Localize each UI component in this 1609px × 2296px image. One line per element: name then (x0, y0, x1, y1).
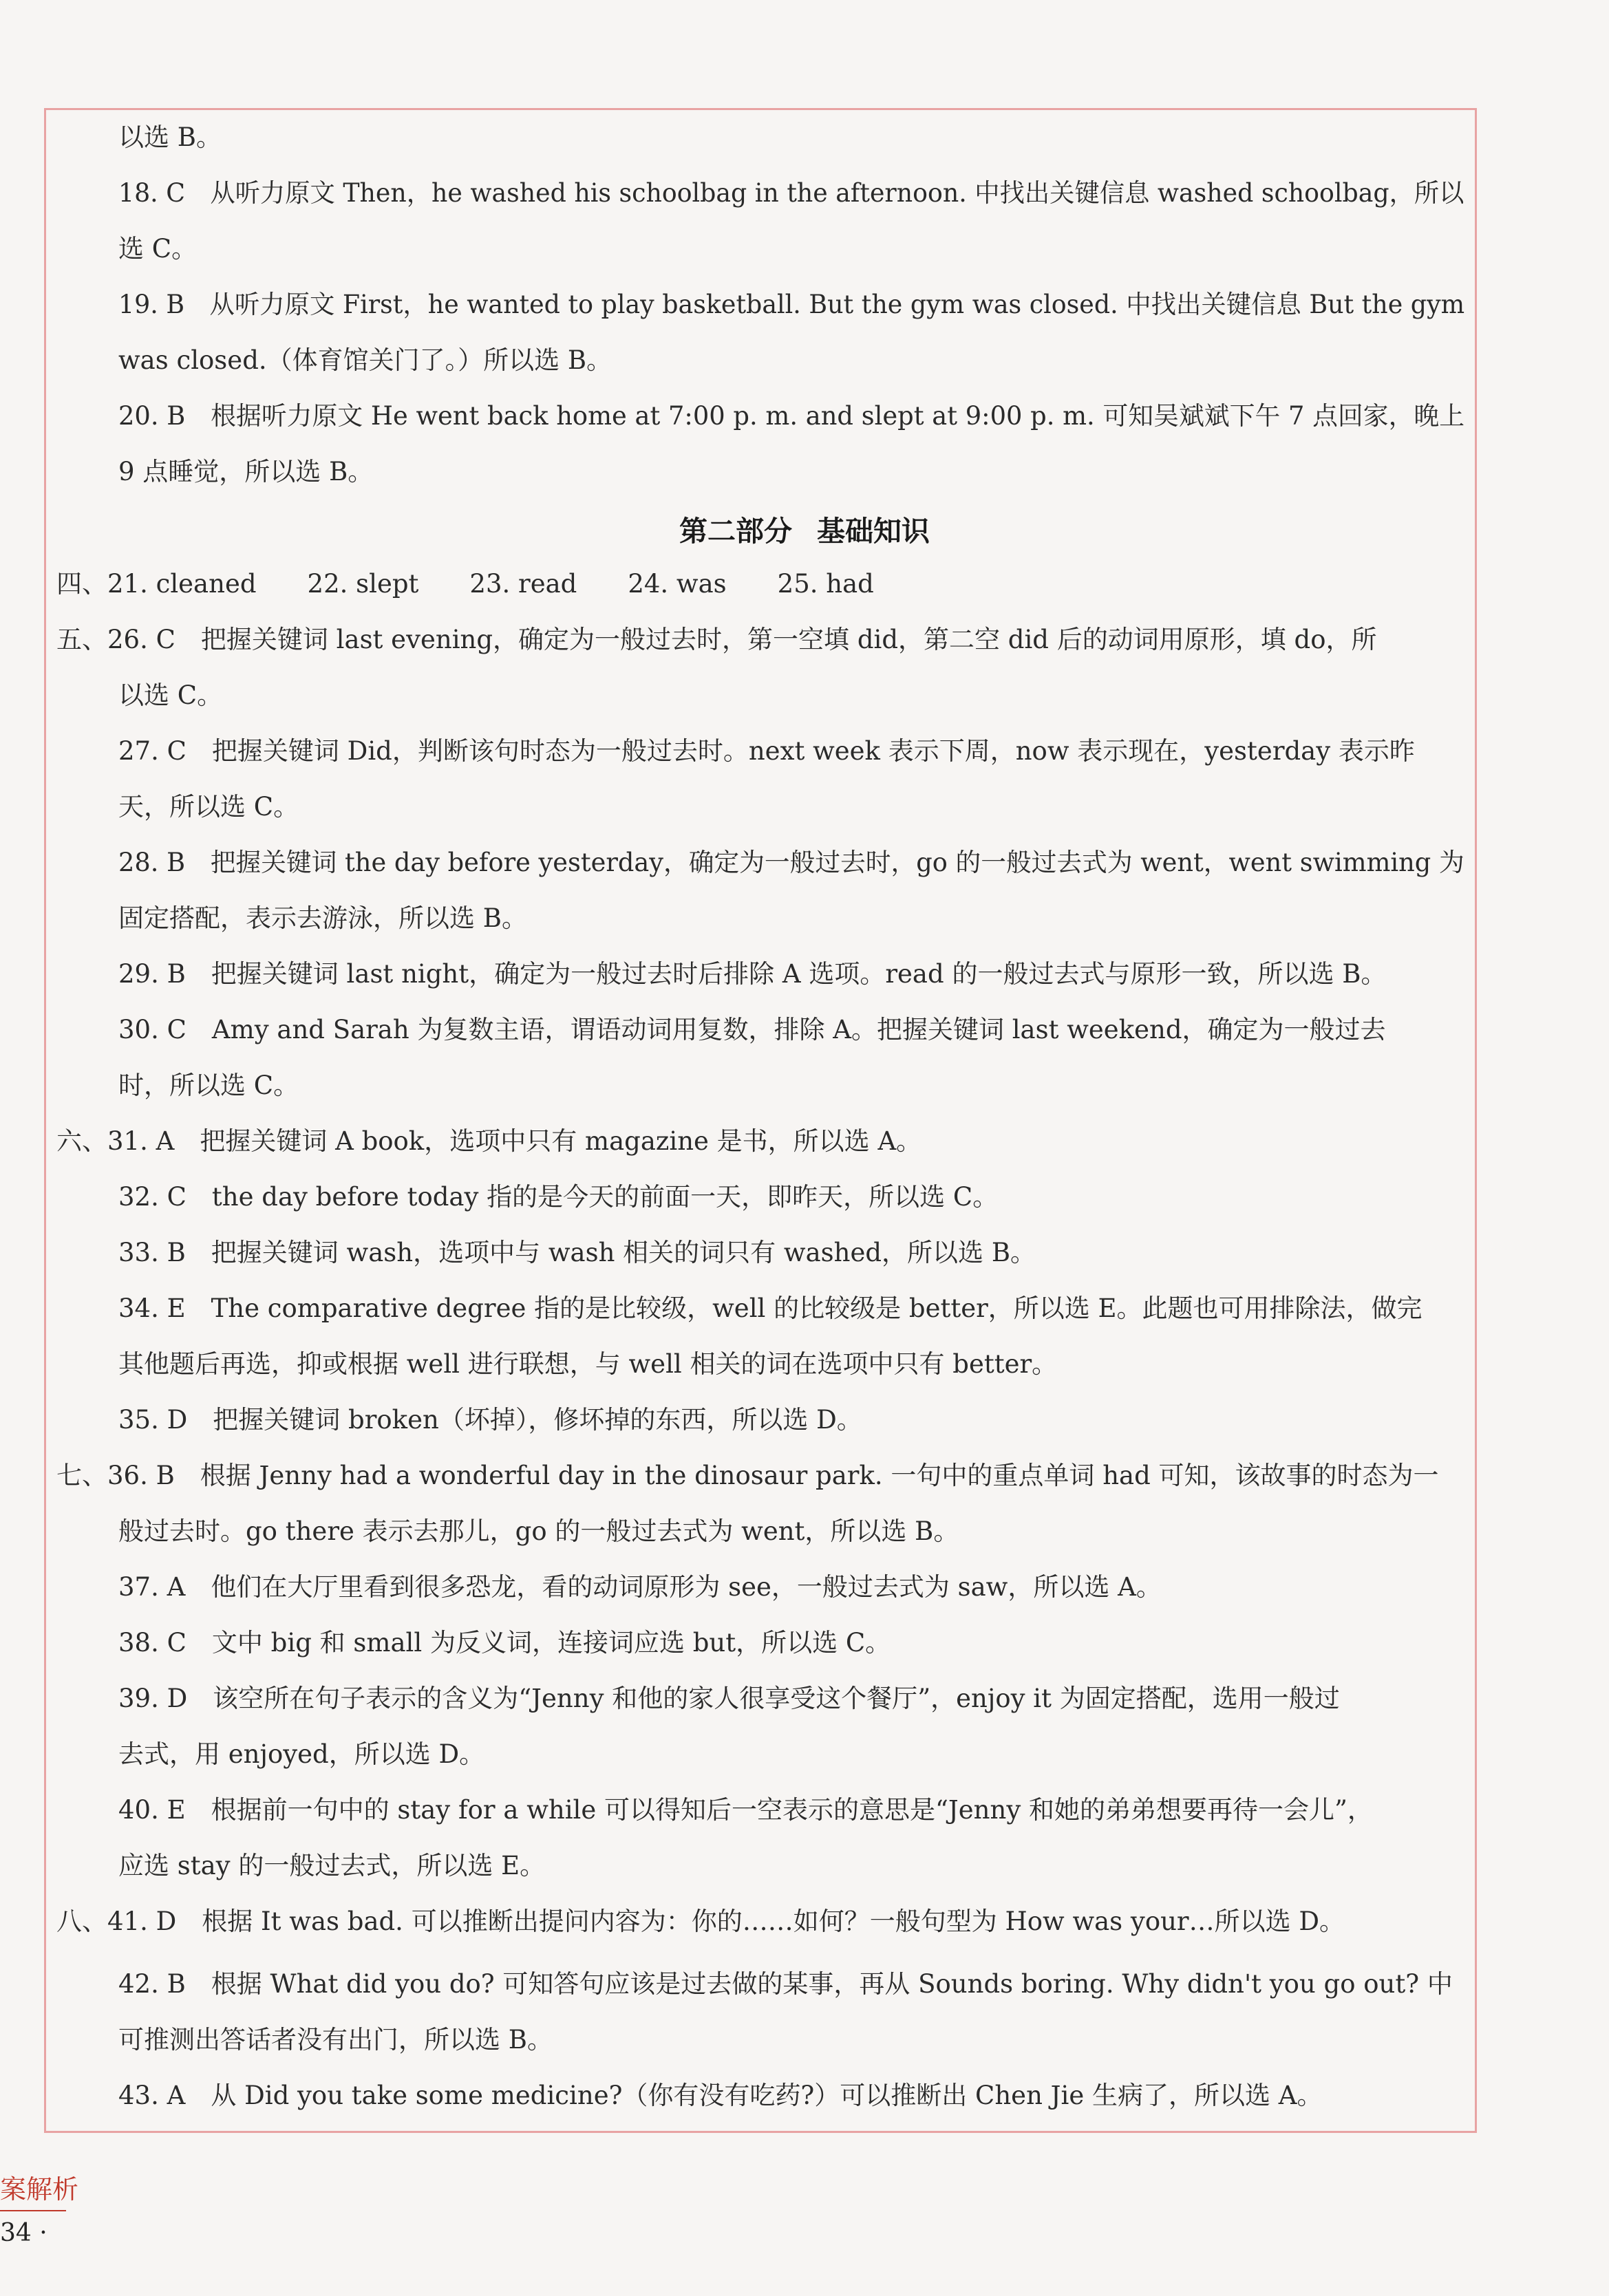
text-line: 33. B 把握关键词 wash，选项中与 wash 相关的词只有 washed，所以选 B。 (118, 1238, 1036, 1267)
footer-section-title: 案解析 (0, 2174, 79, 2204)
text-line: 五、26. C 把握关键词 last evening，确定为一般过去时，第一空填 did，第二空 did 后的动词用原形，填 do，所 (56, 625, 1377, 654)
section-title: 基础知识 (817, 515, 930, 548)
footer-divider (0, 2210, 66, 2211)
text-line: was closed.（体育馆关门了。）所以选 B。 (118, 345, 612, 375)
text-line: 43. A 从 Did you take some medicine?（你有没有吃药?）可以推断出 Chen Jie 生病了，所以选 A。 (118, 2081, 1323, 2110)
text-line: 40. E 根据前一句中的 stay for a while 可以得知后一空表示的意思是“Jenny 和她的弟弟想要再待一会儿”， (118, 1795, 1373, 1825)
text-line: 四、21. cleaned 22. slept 23. read 24. was 25. had (56, 569, 874, 599)
text-line: 八、41. D 根据 It was bad. 可以推断出提问内容为：你的……如何？一般句型为 How was your…所以选 D。 (56, 1907, 1345, 1936)
text-line: 42. B 根据 What did you do? 可知答句应该是过去做的某事，再从 Sounds boring. Why didn't you go out? 中 (118, 1969, 1453, 1999)
text-line: 39. D 该空所在句子表示的含义为“Jenny 和他的家人很享受这个餐厅”，enjoy it 为固定搭配，选用一般过 (118, 1684, 1340, 1713)
text-line: 34. E The comparative degree 指的是比较级，well 的比较级是 better，所以选 E。此题也可用排除法，做完 (118, 1294, 1422, 1323)
text-line: 35. D 把握关键词 broken（坏掉），修坏掉的东西，所以选 D。 (118, 1405, 862, 1435)
section-heading (0, 513, 1609, 550)
text-line: 18. C 从听力原文 Then，he washed his schoolbag in the afternoon. 中找出关键信息 washed schoolbag，所以 (118, 178, 1464, 208)
page-number: 34 · (0, 2219, 47, 2247)
text-line: 以选 B。 (118, 122, 222, 152)
text-line: 应选 stay 的一般过去式，所以选 E。 (118, 1851, 546, 1880)
text-line: 29. B 把握关键词 last night，确定为一般过去时后排除 A 选项。read 的一般过去式与原形一致，所以选 B。 (118, 959, 1387, 989)
text-line: 其他题后再选，抑或根据 well 进行联想，与 well 相关的词在选项中只有 better。 (118, 1349, 1058, 1379)
text-line: 选 C。 (118, 234, 198, 264)
text-line: 38. C 文中 big 和 small 为反义词，连接词应选 but，所以选 C。 (118, 1628, 891, 1657)
section-part: 第二部分 (679, 515, 792, 548)
text-line: 去式，用 enjoyed，所以选 D。 (118, 1739, 485, 1769)
text-line: 19. B 从听力原文 First，he wanted to play basketball. But the gym was closed. 中找出关键信息 But the gym (118, 290, 1465, 319)
text-line: 20. B 根据听力原文 He went back home at 7:00 p. m. and slept at 9:00 p. m. 可知吴斌斌下午 7 点回家，晚上 (118, 401, 1465, 431)
text-line: 时，所以选 C。 (118, 1071, 299, 1100)
text-line: 28. B 把握关键词 the day before yesterday，确定为一般过去时，go 的一般过去式为 went，went swimming 为 (118, 848, 1464, 877)
text-line: 七、36. B 根据 Jenny had a wonderful day in the dinosaur park. 一句中的重点单词 had 可知，该故事的时态为一 (56, 1461, 1439, 1490)
text-line: 固定搭配，表示去游泳，所以选 B。 (118, 903, 527, 933)
text-line: 30. C Amy and Sarah 为复数主语，谓语动词用复数，排除 A。把握关键词 last weekend，确定为一般过去 (118, 1015, 1386, 1044)
text-line: 般过去时。go there 表示去那儿，go 的一般过去式为 went，所以选 B。 (118, 1516, 959, 1546)
text-line: 9 点睡觉，所以选 B。 (118, 457, 374, 486)
text-line: 以选 C。 (118, 680, 223, 710)
text-line: 可推测出答话者没有出门，所以选 B。 (118, 2025, 553, 2054)
text-line: 天，所以选 C。 (118, 792, 299, 822)
text-line: 27. C 把握关键词 Did，判断该句时态为一般过去时。next week 表示下周，now 表示现在，yesterday 表示昨 (118, 736, 1415, 766)
text-line: 32. C the day before today 指的是今天的前面一天，即昨天，所以选 C。 (118, 1182, 999, 1212)
text-line: 37. A 他们在大厅里看到很多恐龙，看的动词原形为 see，一般过去式为 saw，所以选 A。 (118, 1572, 1162, 1602)
text-line: 六、31. A 把握关键词 A book，选项中只有 magazine 是书，所以选 A。 (56, 1126, 922, 1156)
